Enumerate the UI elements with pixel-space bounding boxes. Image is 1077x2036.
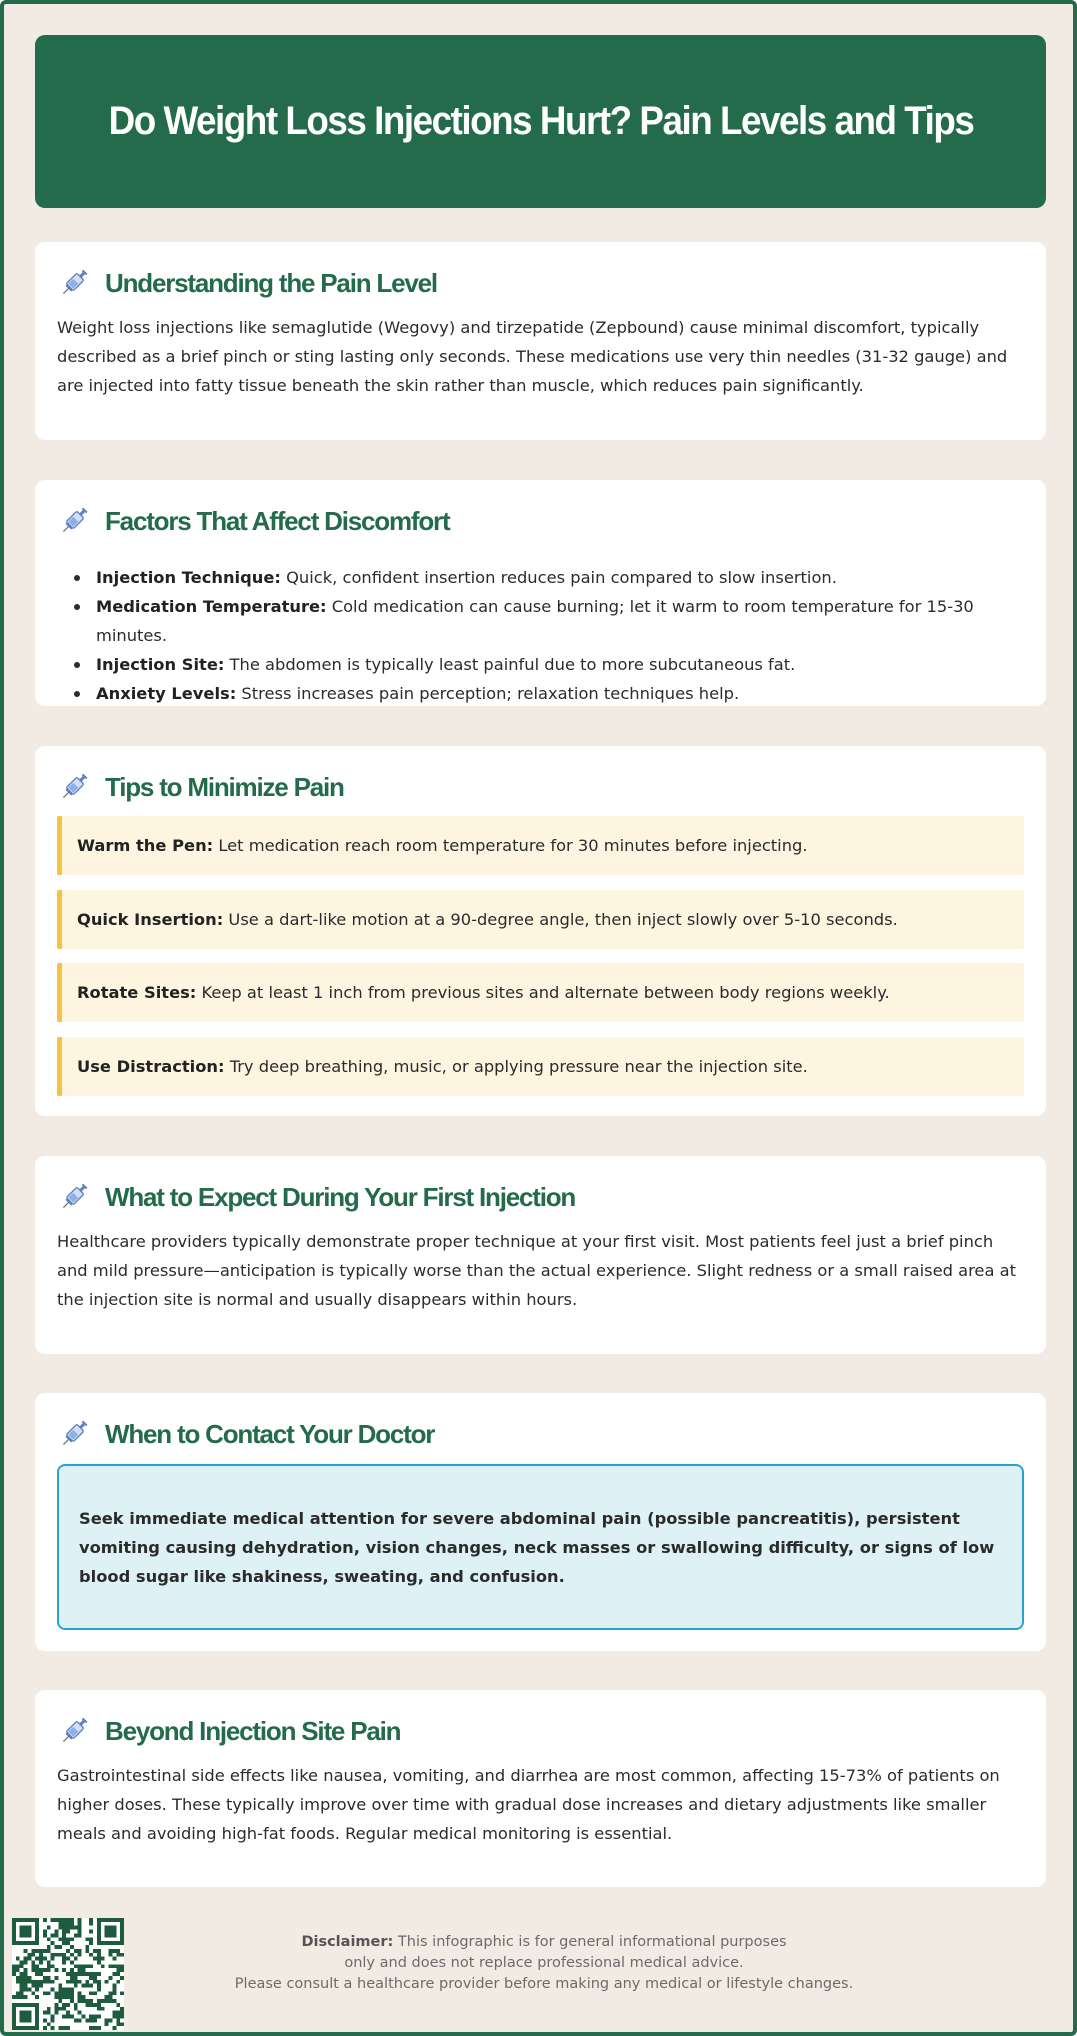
section-text: Gastrointestinal side effects like nausea, vomiting, and diarrhea are most common, affecting 15-73% of patients on higher doses. These typically improve over time with gradual dose increases and dietary adjustments like smaller meals and avoiding high-fat foods. Regular medical monitoring is essential. xyxy=(57,1766,1000,1843)
tip-box xyxy=(57,816,1024,875)
syringe-icon xyxy=(57,504,91,538)
tip-text: Try deep breathing, music, or applying pressure near the injection site. xyxy=(224,1057,808,1076)
disclaimer-text: only and does not replace professional medical advice. xyxy=(344,1955,744,1971)
syringe-icon xyxy=(57,266,91,300)
list-item xyxy=(57,563,1027,592)
tip-text: Let medication reach room temperature for 30 minutes before injecting. xyxy=(213,836,808,855)
syringe-icon xyxy=(57,1417,91,1451)
tip-text: Use a dart-like motion at a 90-degree angle, then inject slowly over 5-10 seconds. xyxy=(223,910,898,929)
disclaimer xyxy=(154,1932,934,1995)
tip-label: Use Distraction: xyxy=(77,1057,225,1076)
disclaimer-label: Disclaimer: xyxy=(301,1934,394,1950)
header-banner xyxy=(35,35,1046,208)
section-heading xyxy=(57,266,437,300)
section-text: Healthcare providers typically demonstrate proper technique at your first visit. Most patients feel just a brief pinch and mild pressure—anticipation is typically worse than the actual experience. Slight redness or a small raised area at the injection site is normal and usually disappears within hours. xyxy=(57,1232,1016,1309)
section-title: Understanding the Pain Level xyxy=(105,267,437,298)
tip-box xyxy=(57,1037,1024,1096)
item-label: Anxiety Levels: xyxy=(96,684,237,703)
section-first-injection xyxy=(35,1156,1046,1354)
section-tips xyxy=(35,746,1046,1116)
tip-box xyxy=(57,963,1024,1022)
page-title: Do Weight Loss Injections Hurt? Pain Levels and Tips xyxy=(108,99,973,143)
syringe-icon xyxy=(57,770,91,804)
disclaimer-text: This infographic is for general informational purposes xyxy=(393,1934,787,1950)
section-title: What to Expect During Your First Injection xyxy=(105,1181,576,1212)
item-label: Injection Technique: xyxy=(96,568,281,587)
section-understanding xyxy=(35,242,1046,440)
tip-label: Quick Insertion: xyxy=(77,910,224,929)
item-label: Injection Site: xyxy=(96,655,225,674)
qr-code-icon[interactable] xyxy=(12,1918,124,2030)
item-label: Medication Temperature: xyxy=(96,597,327,616)
section-heading xyxy=(57,1180,575,1214)
warning-alert-box: Seek immediate medical attention for severe abdominal pain (possible pancreatitis), persistent vomiting causing dehydration, vision changes, neck masses or swallowing difficulty, or signs of low blood sugar like shakiness, sweating, and confusion. xyxy=(57,1464,1024,1630)
item-text: Quick, confident insertion reduces pain compared to slow insertion. xyxy=(280,568,837,587)
section-factors xyxy=(35,480,1046,706)
section-heading xyxy=(57,504,449,538)
list-item xyxy=(57,650,1027,679)
syringe-icon xyxy=(57,1714,91,1748)
section-title: Factors That Affect Discomfort xyxy=(105,505,450,536)
section-title: Beyond Injection Site Pain xyxy=(105,1715,401,1746)
section-title: Tips to Minimize Pain xyxy=(105,771,344,802)
syringe-icon xyxy=(57,1180,91,1214)
section-heading xyxy=(57,1417,434,1451)
item-text: The abdomen is typically least painful due to more subcutaneous fat. xyxy=(224,655,796,674)
section-contact-doctor xyxy=(35,1393,1046,1651)
list-item xyxy=(57,592,1027,650)
item-text: Cold medication can cause burning; let it warm to room temperature for 15-30 minutes. xyxy=(96,597,974,645)
factors-list xyxy=(57,563,1027,708)
tip-label: Warm the Pen: xyxy=(77,836,214,855)
list-item xyxy=(57,679,1027,708)
footer xyxy=(4,1914,1077,2034)
section-heading xyxy=(57,1714,400,1748)
section-beyond xyxy=(35,1690,1046,1887)
section-title: When to Contact Your Doctor xyxy=(105,1418,435,1449)
disclaimer-text: Please consult a healthcare provider before making any medical or lifestyle changes. xyxy=(234,1976,854,1992)
item-text: Stress increases pain perception; relaxation techniques help. xyxy=(236,684,740,703)
section-text: Weight loss injections like semaglutide (Wegovy) and tirzepatide (Zepbound) cause minimal discomfort, typically described as a brief pinch or sting lasting only seconds. These medications use very thin needles (31-32 gauge) and are injected into fatty tissue beneath the skin rather than muscle, which reduces pain significantly. xyxy=(57,318,1008,395)
tip-box xyxy=(57,890,1024,949)
section-heading xyxy=(57,770,344,804)
tip-label: Rotate Sites: xyxy=(77,983,197,1002)
tip-text: Keep at least 1 inch from previous sites and alternate between body regions weekly. xyxy=(196,983,890,1002)
